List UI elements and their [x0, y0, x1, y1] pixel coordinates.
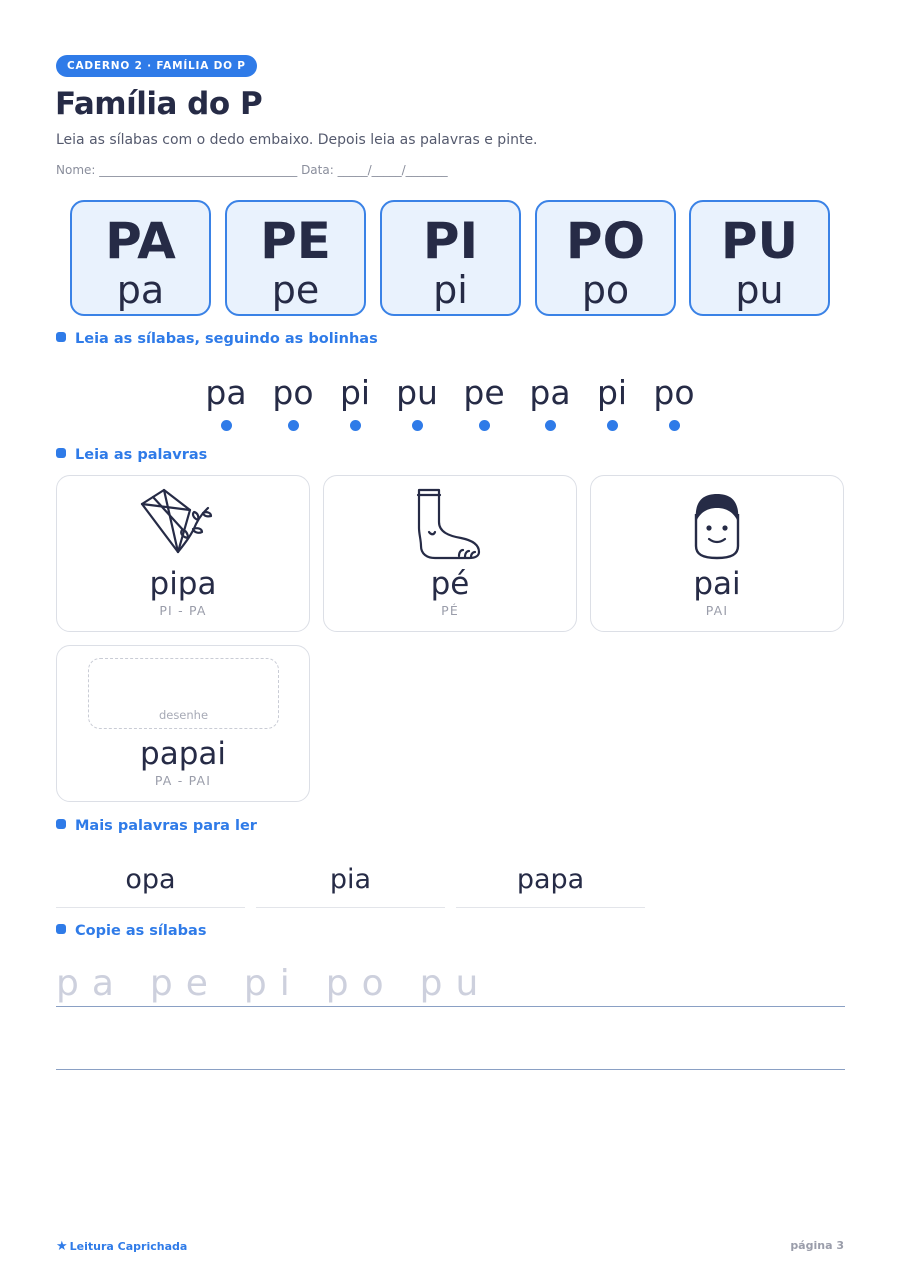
section-bullet-icon: [56, 819, 66, 829]
syllable-lower: pu: [735, 268, 784, 312]
word-syllable-split: PA - PAI: [154, 773, 212, 788]
word-syllable-split: PI - PA: [159, 603, 207, 618]
word-text: papai: [140, 736, 226, 772]
extra-word: [456, 858, 645, 908]
word-text: pipa: [149, 566, 217, 602]
section-bullet-icon: [56, 924, 66, 934]
track-dot-icon: [607, 420, 618, 431]
name-date-line: Nome: _________________________________ Data: _____/_____/_______: [56, 163, 448, 177]
ghost-syllable: po: [325, 963, 397, 1004]
track-syllable: pa: [529, 373, 571, 412]
track-syllable: po: [653, 373, 695, 412]
track-dot-icon: [288, 420, 299, 431]
section-heading-words: [56, 447, 207, 463]
page-title: Família do P: [55, 86, 263, 122]
syllable-upper: PO: [565, 212, 646, 270]
track-dot-icon: [350, 420, 361, 431]
boy-face-icon: [672, 484, 762, 564]
section-heading-text: Leia as palavras: [75, 447, 208, 463]
word-syllable-split: PAI: [705, 603, 729, 618]
section-heading-text: Copie as sílabas: [75, 923, 207, 939]
extra-word-text: pia: [329, 864, 372, 895]
track-syllable: pe: [463, 373, 505, 412]
syllable-card-pa: [70, 200, 211, 316]
star-icon: ★: [56, 1239, 68, 1254]
ghost-syllable: pe: [149, 963, 221, 1004]
syllable-card-pu: [689, 200, 830, 316]
track-syllable: po: [272, 373, 314, 412]
section-heading-text: Leia as sílabas, seguindo as bolinhas: [75, 331, 378, 347]
track-dot-icon: [669, 420, 680, 431]
word-text: pé: [430, 566, 470, 602]
syllable-lower: pi: [433, 268, 468, 312]
track-syllable: pa: [205, 373, 247, 412]
extra-word-text: opa: [125, 864, 176, 895]
section-heading-copy: [56, 923, 206, 939]
extra-word: [256, 858, 445, 908]
syllable-lower: po: [581, 268, 630, 312]
syllable-cards: [70, 200, 830, 316]
section-heading-track: [56, 331, 378, 347]
syllable-upper: PI: [422, 212, 479, 270]
extra-word-text: papa: [516, 864, 585, 895]
extra-word: [56, 858, 245, 908]
track-dot-icon: [545, 420, 556, 431]
syllable-upper: PA: [105, 212, 176, 270]
word-text: pai: [693, 566, 741, 602]
syllable-card-po: [535, 200, 676, 316]
syllable-lower: pa: [116, 268, 165, 312]
track-syllable: pi: [596, 373, 628, 412]
instruction-text: Leia as sílabas com o dedo embaixo. Depois leia as palavras e pinte.: [56, 132, 538, 148]
footer-brand-text: Leitura Caprichada: [69, 1240, 188, 1253]
drawing-area[interactable]: [88, 658, 279, 729]
word-card-pe[interactable]: [323, 475, 577, 632]
writing-line[interactable]: [56, 1006, 845, 1007]
section-bullet-icon: [56, 332, 66, 342]
track-syllable: pu: [396, 373, 438, 412]
word-syllable-split: PÉ: [441, 603, 459, 618]
writing-line[interactable]: [56, 1069, 845, 1070]
section-bullet-icon: [56, 448, 66, 458]
word-card-pipa[interactable]: [56, 475, 310, 632]
track-dot-icon: [412, 420, 423, 431]
ghost-syllable: pi: [243, 963, 303, 1004]
foot-icon: [405, 484, 495, 564]
syllable-upper: PE: [260, 212, 331, 270]
notebook-badge: CADERNO 2 · FAMÍLIA DO P: [56, 55, 257, 77]
section-heading-text: Mais palavras para ler: [75, 818, 257, 834]
page-number: página 3: [790, 1239, 844, 1252]
track-dot-icon: [479, 420, 490, 431]
word-card-papai[interactable]: [56, 645, 310, 802]
ghost-syllable: pu: [419, 963, 492, 1004]
ghost-syllables: [56, 962, 514, 1006]
ghost-syllable: pa: [56, 963, 127, 1004]
footer-brand: [56, 1239, 187, 1254]
track-syllable: pi: [339, 373, 371, 412]
syllable-upper: PU: [720, 212, 799, 270]
syllable-track: [0, 372, 900, 442]
syllable-lower: pe: [271, 268, 320, 312]
track-item: [634, 372, 714, 431]
kite-icon: [138, 484, 228, 564]
syllable-card-pe: [225, 200, 366, 316]
word-card-pai[interactable]: [590, 475, 844, 632]
track-dot-icon: [221, 420, 232, 431]
section-heading-more: [56, 818, 257, 834]
syllable-card-pi: [380, 200, 521, 316]
drawing-area-label: desenhe: [158, 708, 209, 722]
